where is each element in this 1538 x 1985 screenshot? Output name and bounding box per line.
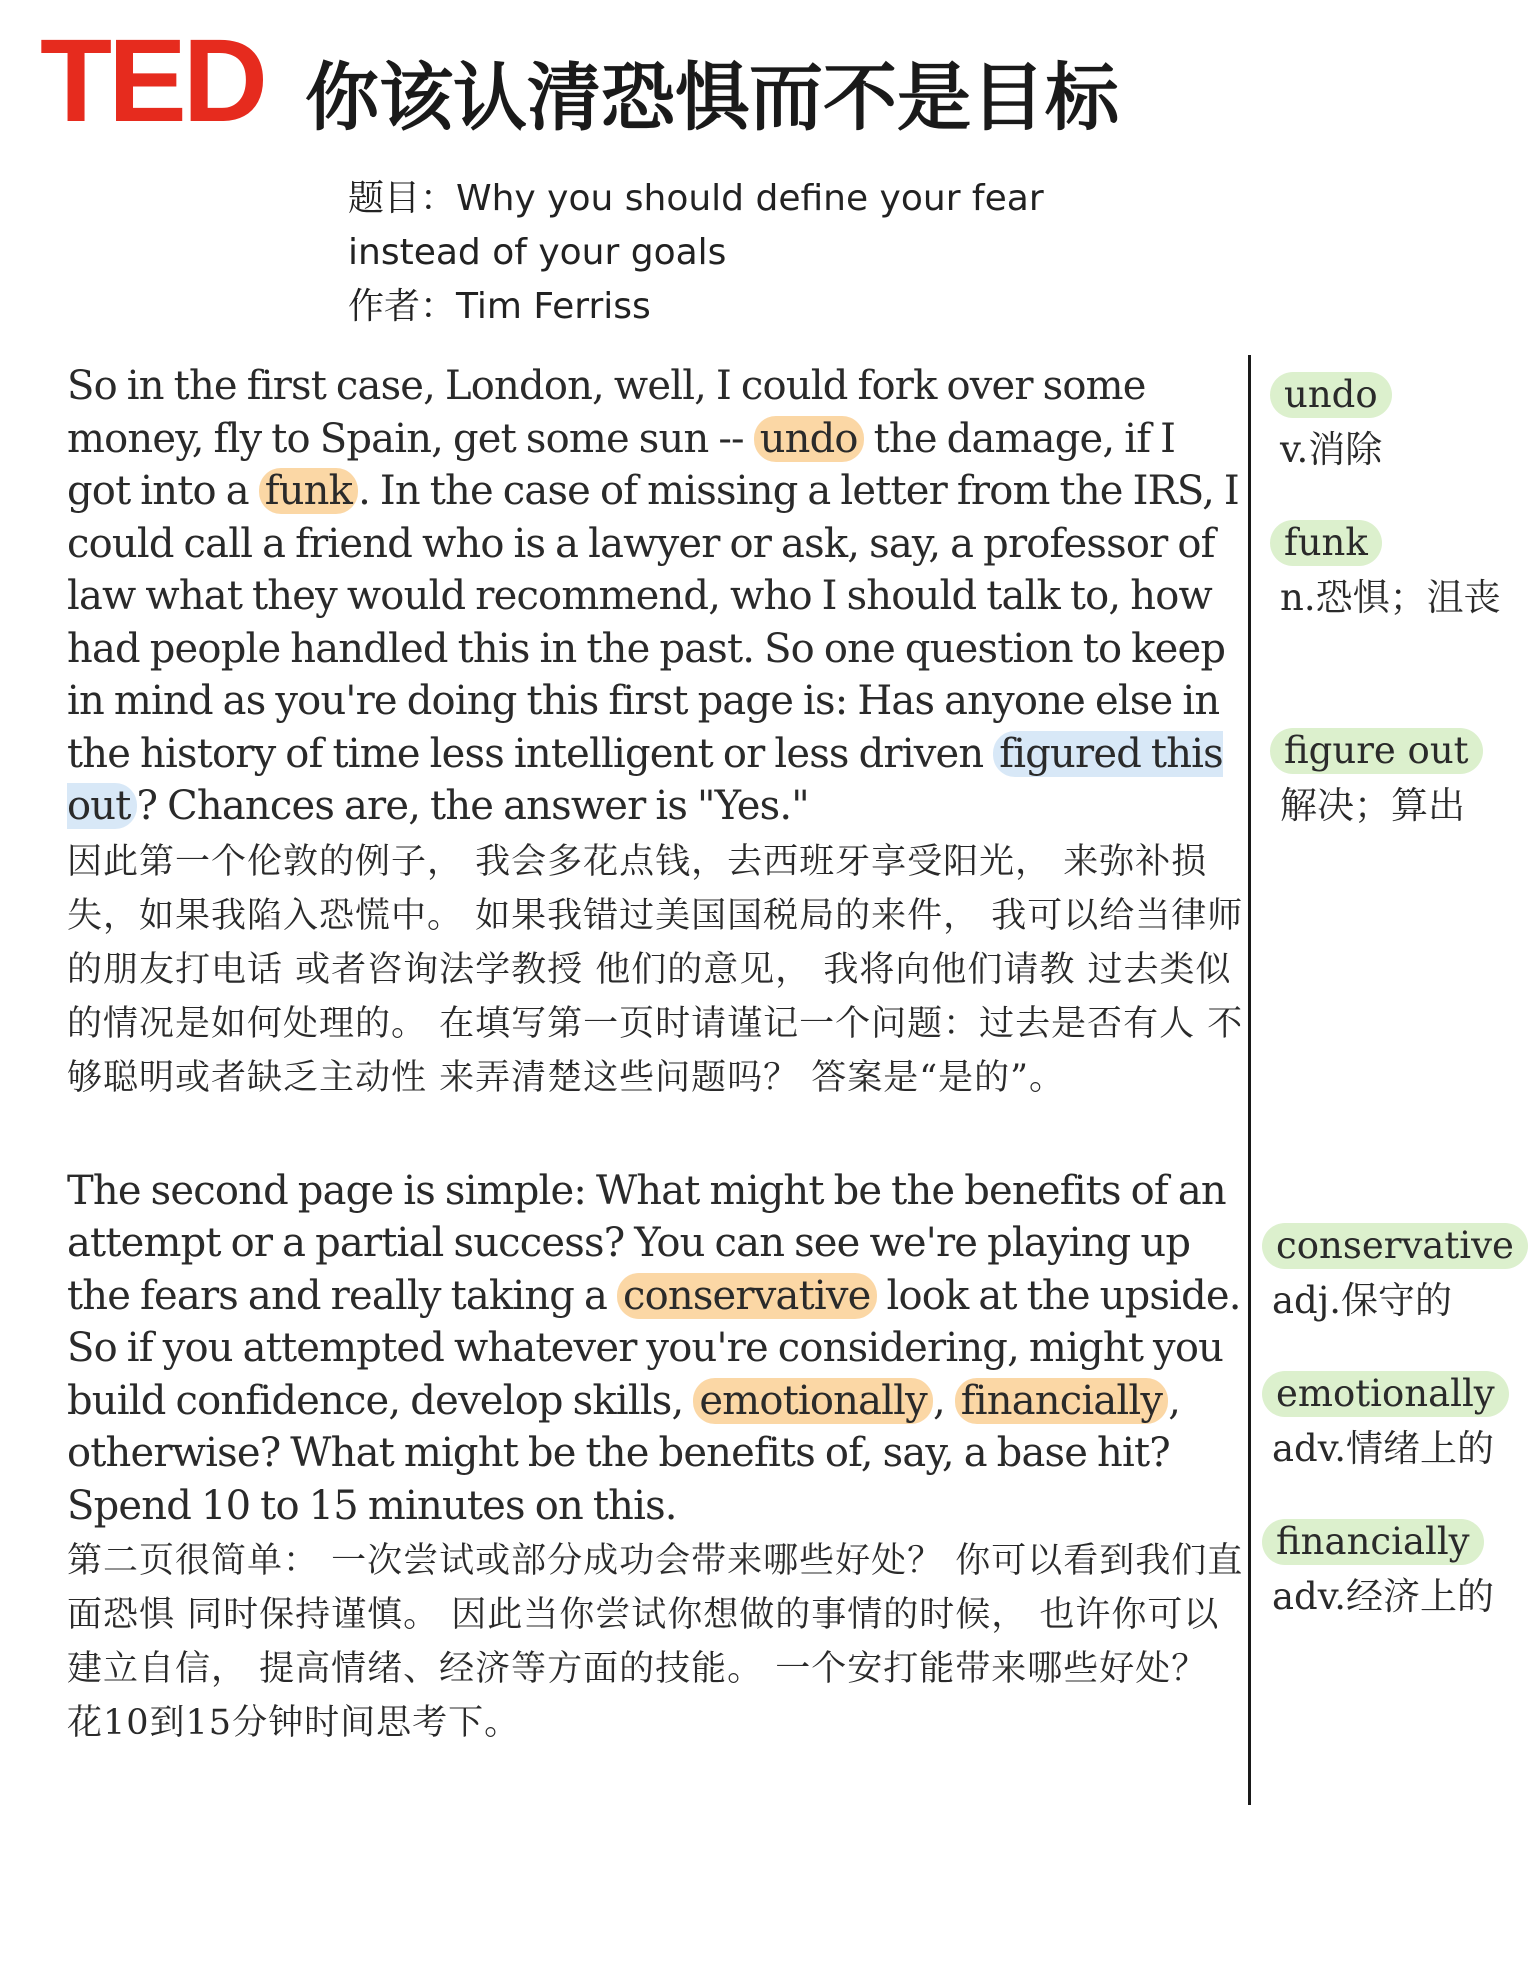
glossary-definition: adj.保守的: [1272, 1279, 1452, 1322]
highlight-funk: funk: [259, 468, 358, 514]
glossary-definition: 解决；算出: [1280, 784, 1465, 827]
glossary-word: figure out: [1270, 728, 1483, 774]
glossary-word: emotionally: [1262, 1371, 1509, 1417]
highlight-figured-this-out: figured this out: [67, 730, 1223, 829]
highlight-emotionally: emotionally: [693, 1378, 933, 1424]
english-paragraph-1: [67, 360, 1247, 833]
chinese-paragraph-2: 第二页很简单： 一次尝试或部分成功会带来哪些好处？ 你可以看到我们直面恐惧 同时保持谨慎。 因此当你尝试你想做的事情的时候， 也许你可以建立自信， 提高情绪、经济等方面的技能。 一个安打能带来哪些好处？ 花10到15分钟时间思考下。: [67, 1541, 1244, 1743]
glossary-entry-figure-out: [1270, 728, 1525, 834]
glossary-definition: v.消除: [1280, 428, 1383, 471]
glossary-entry-funk: [1270, 520, 1525, 626]
page-title: 你该认清恐惧而不是目标: [305, 55, 1119, 141]
glossary-entry-undo: [1270, 372, 1525, 478]
glossary-definition: adv.情绪上的: [1272, 1427, 1495, 1470]
text-segment: ,: [932, 1377, 945, 1424]
glossary-word: funk: [1270, 520, 1382, 566]
text-segment: The second page is simple: What might be the benefits of an attempt or a partial success? You can see we're playing up the fears and really taking a: [67, 1167, 1226, 1319]
glossary-word: financially: [1262, 1519, 1484, 1565]
glossary-definition: adv.经济上的: [1272, 1575, 1495, 1618]
highlight-conservative: conservative: [617, 1273, 877, 1319]
highlight-financially: financially: [955, 1378, 1168, 1424]
text-segment: . In the case of missing a letter from the IRS, I could call a friend who is a lawyer or ask, say, a professor of law what they would recommend, who I should talk to, how had people handled this in the past. So one question to keep in mind as you're doing this first page is: Has anyone else in the history of time less intelligent or less driven: [67, 468, 1239, 777]
author-line: 作者：Tim Ferriss: [348, 286, 651, 327]
english-paragraph-2: [67, 1165, 1247, 1533]
highlight-undo: undo: [754, 416, 864, 462]
glossary-word: undo: [1270, 372, 1392, 418]
text-segment: look at the upside. So if you attempted whatever you're considering, might you build confidence, develop skills,: [67, 1272, 1241, 1424]
subject-line: 题目：Why you should define your fear: [348, 178, 1044, 219]
text-segment: So in the first case, London, well, I could fork over some money, fly to Spain, get some sun --: [67, 363, 1146, 462]
glossary-entry-financially: [1262, 1519, 1517, 1625]
main-content: [67, 360, 1247, 1750]
text-segment: ? Chances are, the answer is "Yes.": [136, 783, 809, 829]
article-meta: [348, 172, 1044, 334]
paragraph-gap: [67, 1105, 1247, 1165]
text-segment: the damage, if I got into a: [67, 415, 1176, 514]
text-segment: , otherwise? What might be the benefits of, say, a base hit? Spend 10 to 15 minutes on this.: [67, 1377, 1181, 1529]
glossary-definition: n.恐惧；沮丧: [1280, 576, 1501, 619]
glossary-entry-emotionally: [1262, 1371, 1517, 1477]
glossary-entry-conservative: [1262, 1223, 1517, 1329]
glossary-word: conservative: [1262, 1223, 1528, 1269]
subject-line-continued: instead of your goals: [348, 232, 727, 273]
vertical-divider: [1248, 355, 1251, 1805]
chinese-paragraph-1: 因此第一个伦敦的例子， 我会多花点钱，去西班牙享受阳光， 来弥补损失，如果我陷入恐慌中。 如果我错过美国国税局的来件， 我可以给当律师的朋友打电话 或者咨询法学教授 他们的意见， 我将向他们请教 过去类似的情况是如何处理的。 在填写第一页时请谨记一个问题：过去是否有人 不够聪明或者缺乏主动性 来弄清楚这些问题吗？ 答案是“是的”。: [67, 841, 1244, 1098]
ted-logo: TED: [40, 15, 264, 147]
